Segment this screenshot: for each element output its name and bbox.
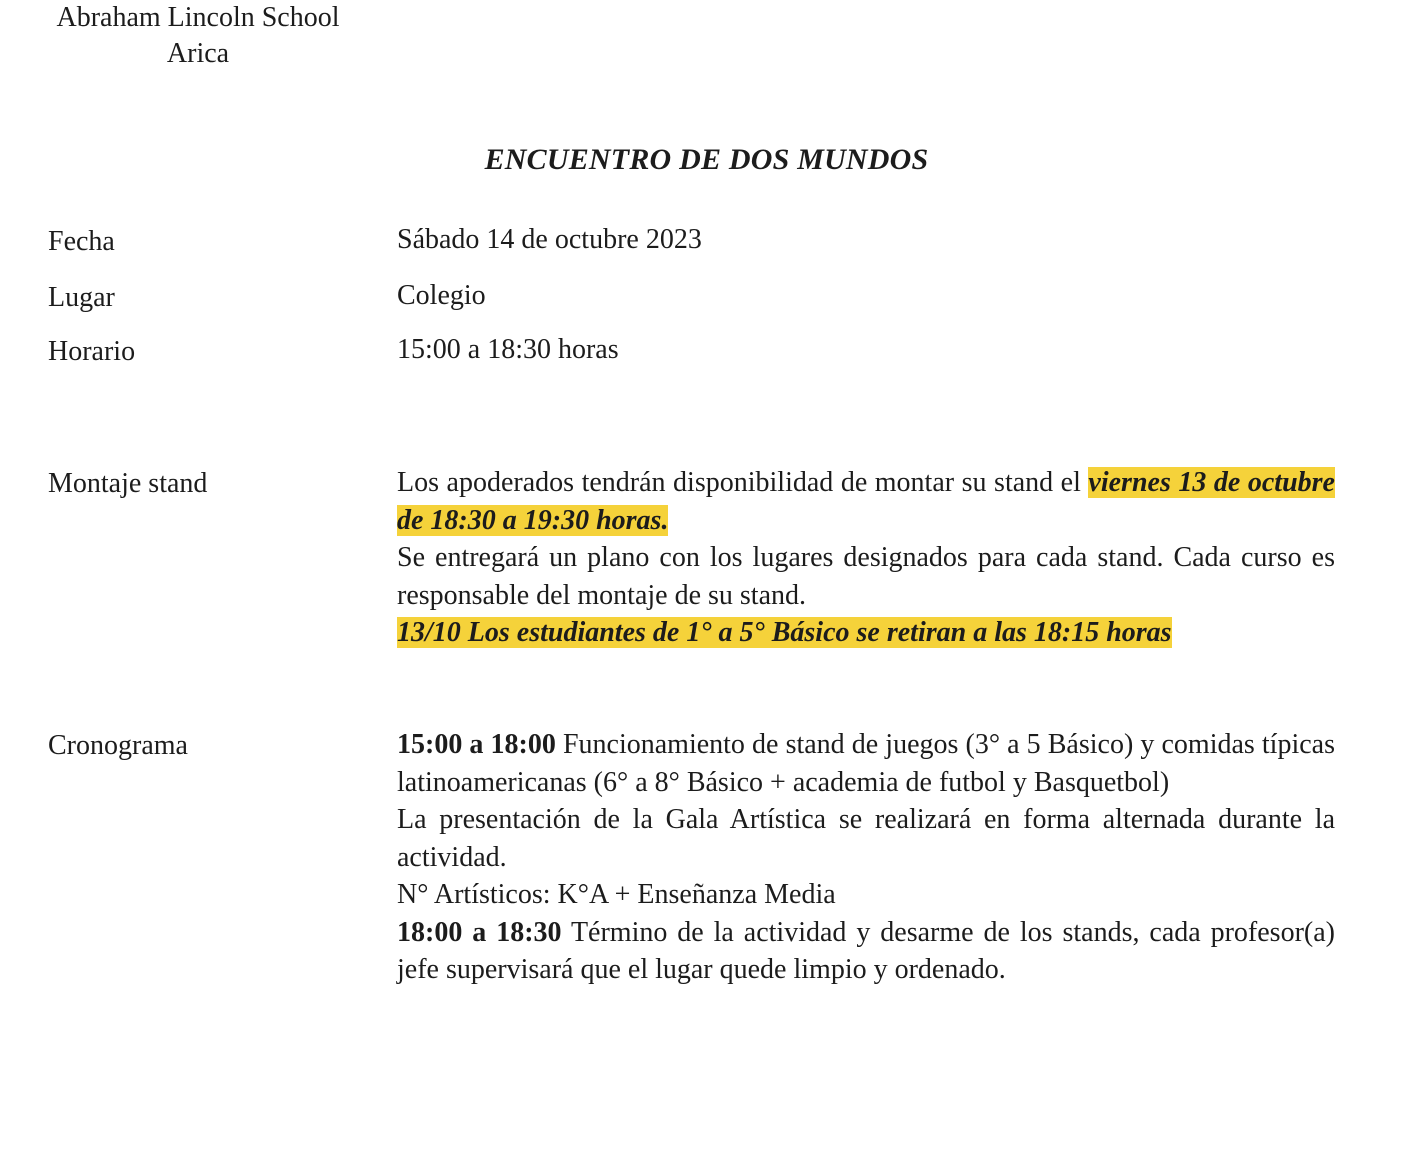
cronograma-slot-1	[397, 726, 1335, 801]
fecha-label: Fecha	[48, 226, 115, 257]
horario-label: Horario	[48, 336, 136, 367]
school-header	[30, 0, 366, 72]
montaje-paragraph-3	[397, 614, 1335, 652]
montaje-paragraph-2: Se entregará un plano con los lugares designados para cada stand. Cada curso es responsable del montaje de su stand.	[397, 542, 1335, 611]
montaje-paragraph-1	[397, 464, 1335, 539]
montaje-label: Montaje stand	[48, 468, 208, 499]
lugar-value: Colegio	[397, 280, 486, 311]
montaje-highlight-date: viernes 13 de octubre de 18:30 a 19:30 horas.	[397, 467, 1335, 536]
montaje-text: Los apoderados tendrán disponibilidad de montar su stand el	[397, 467, 1089, 498]
cronograma-gala: La presentación de la Gala Artística se realizará en forma alternada durante la actividad.	[397, 804, 1335, 873]
slot-2-time: 18:00 a 18:30	[397, 916, 562, 948]
slot-1-time: 15:00 a 18:00	[397, 729, 556, 760]
slot-2-text: Término de la actividad y desarme de los stands, cada profesor(a) jefe supervisará que el lugar quede limpio y ordenado.	[397, 916, 1335, 985]
school-name: Abraham Lincoln School	[56, 2, 340, 33]
slot-1-text: Funcionamiento de stand de juegos (3° a 5 Básico) y comidas típicas latinoamericanas (6° a 8° Básico + academia de futbol y Basquetbol)	[397, 729, 1335, 798]
lugar-label: Lugar	[48, 282, 115, 313]
horario-value: 15:00 a 18:30 horas	[397, 334, 619, 365]
montaje-highlight-retiro: 13/10 Los estudiantes de 1° a 5° Básico se retiran a las 18:15 horas	[397, 617, 1172, 648]
fecha-value: Sábado 14 de octubre 2023	[397, 224, 702, 255]
school-city: Arica	[166, 38, 230, 69]
document-title: ENCUENTRO DE DOS MUNDOS	[484, 143, 929, 176]
cronograma-slot-2	[397, 914, 1335, 989]
montaje-section	[397, 464, 1335, 652]
cronograma-artisticos: N° Artísticos: K°A + Enseñanza Media	[397, 879, 836, 910]
cronograma-section	[397, 726, 1335, 989]
cronograma-label: Cronograma	[48, 730, 188, 761]
